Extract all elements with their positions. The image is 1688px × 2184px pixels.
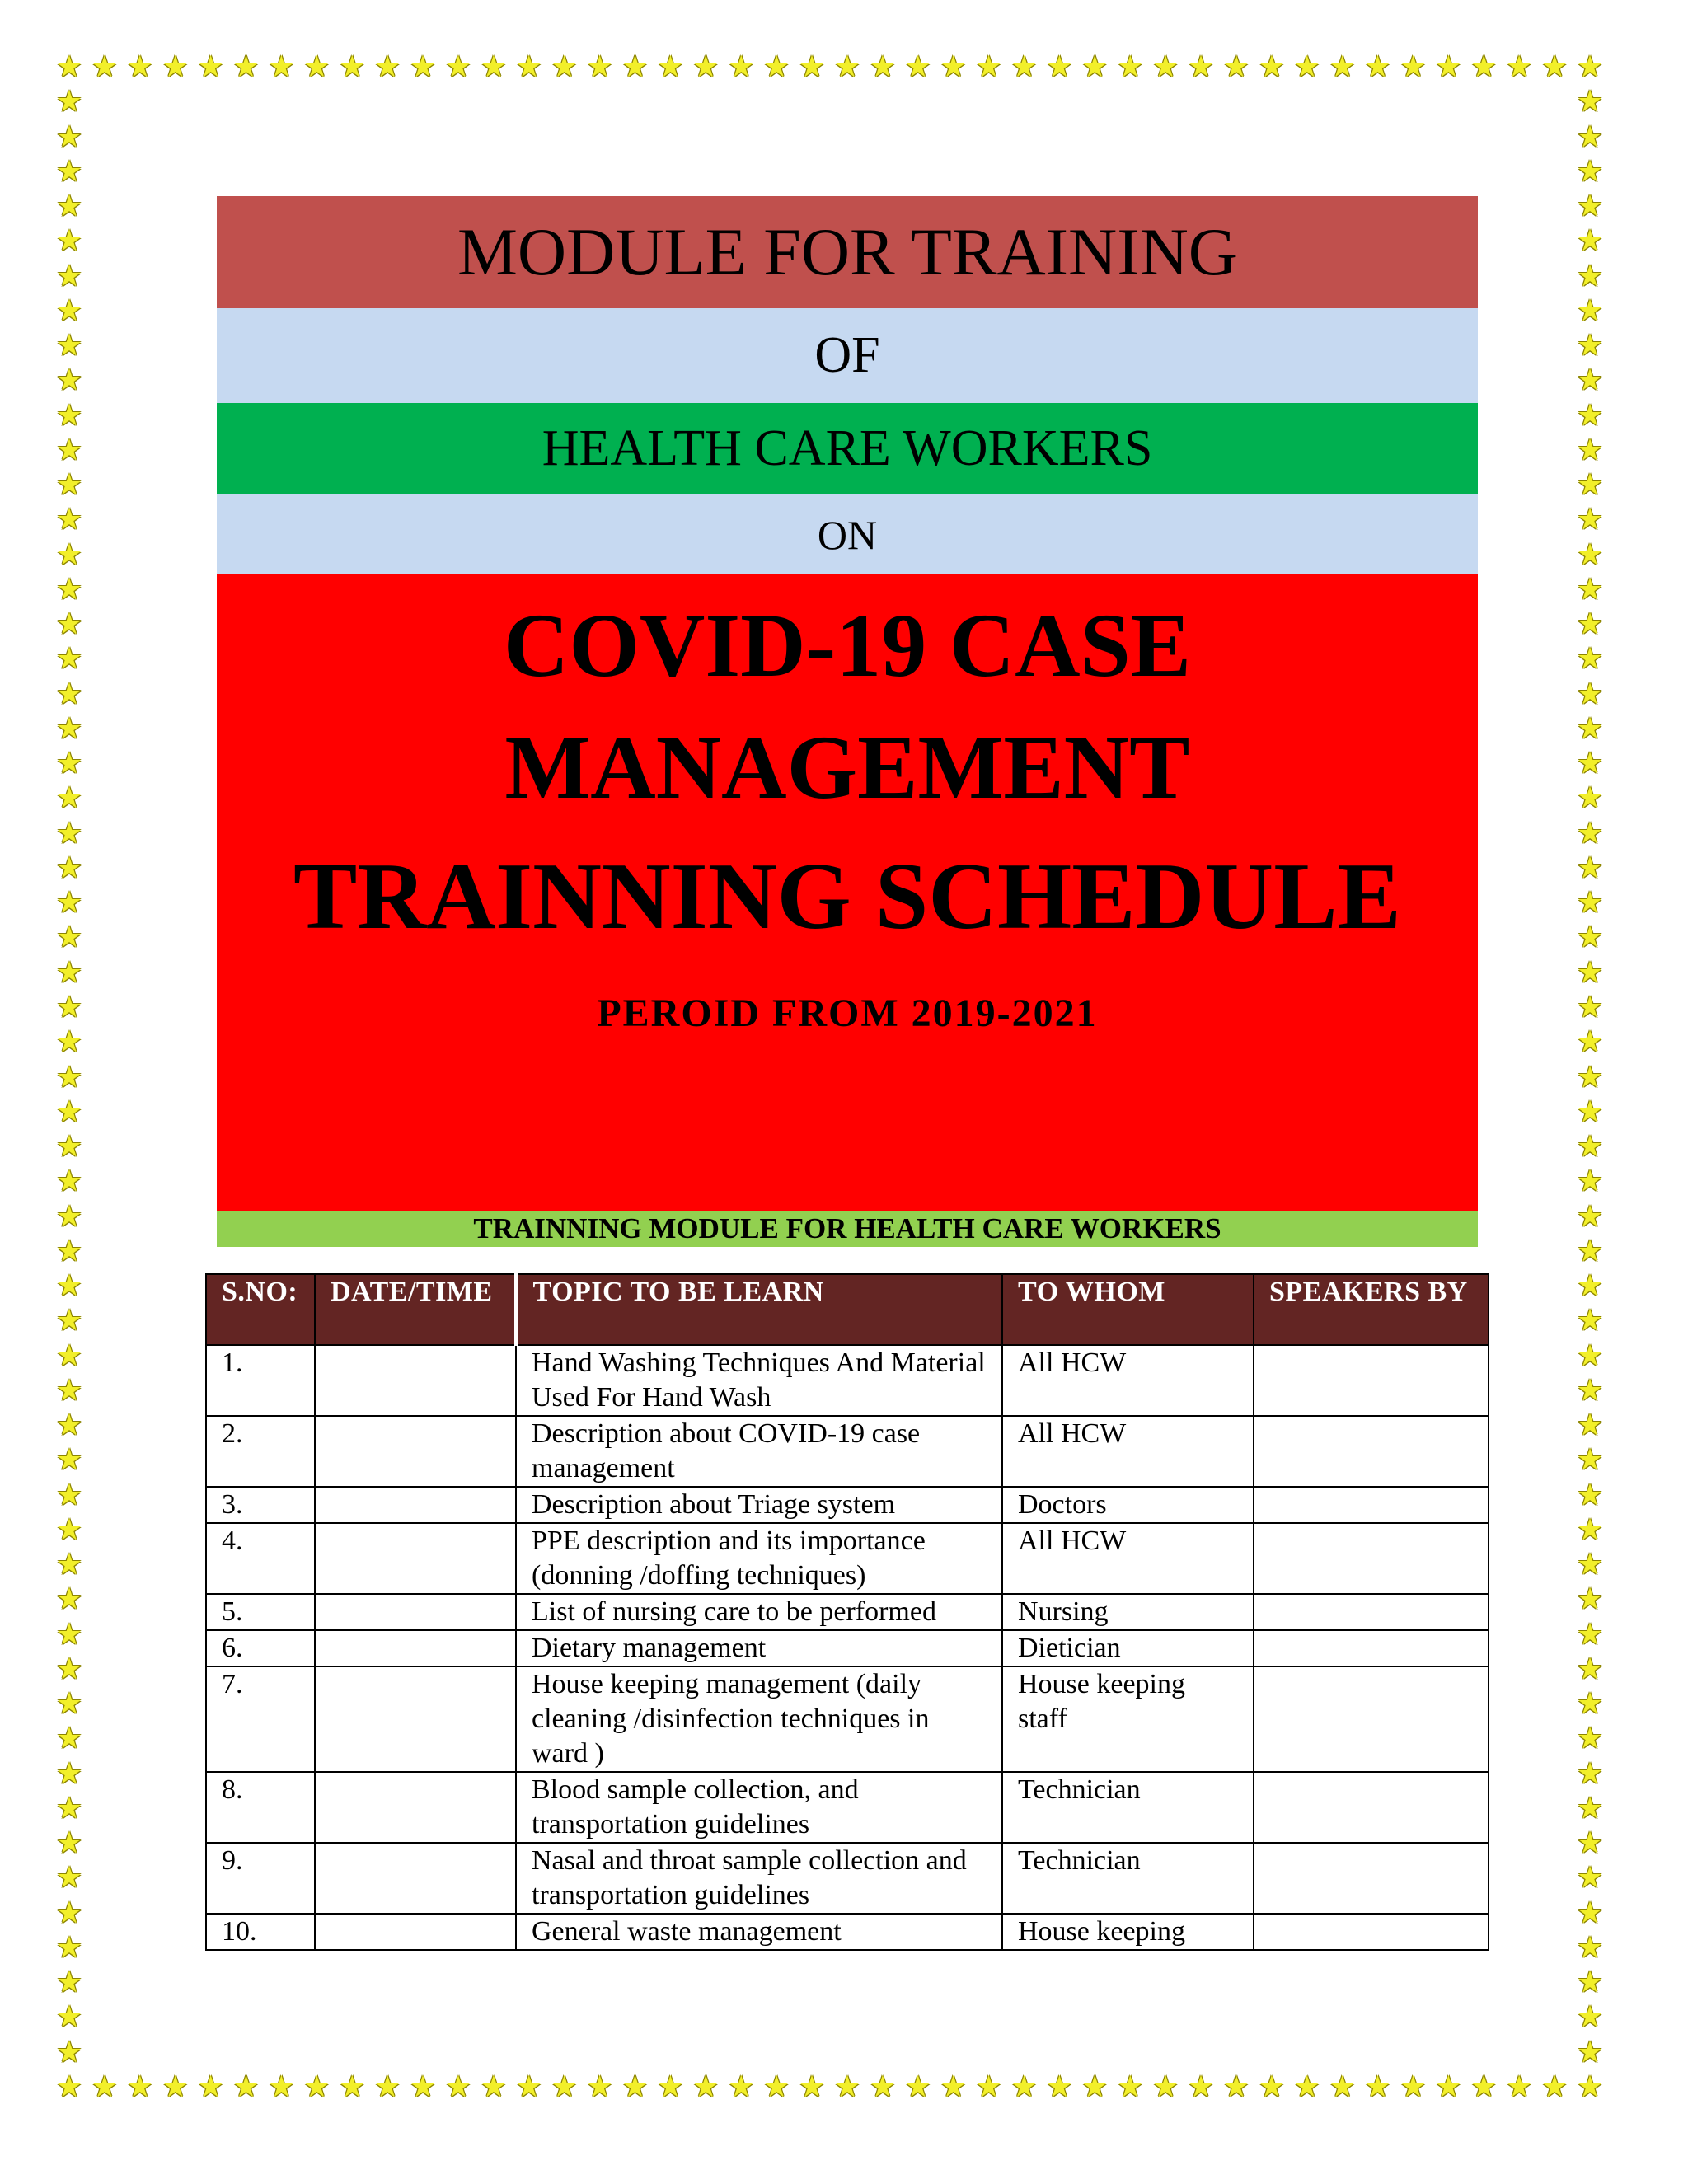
star-icon: ★: [55, 607, 83, 642]
star-icon: ★: [1576, 1791, 1604, 1825]
star-icon: ★: [621, 50, 649, 84]
star-icon: ★: [162, 50, 189, 84]
star-icon: ★: [55, 1373, 83, 1408]
star-icon: ★: [55, 85, 83, 120]
star-icon: ★: [1576, 677, 1604, 711]
star-icon: ★: [1081, 50, 1109, 84]
cell-topic: Nasal and throat sample collection and transportation guidelines: [516, 1843, 1002, 1914]
cell-to-whom: Technician: [1002, 1843, 1254, 1914]
star-icon: ★: [55, 329, 83, 363]
star-icon: ★: [1576, 50, 1604, 84]
star-icon: ★: [55, 1966, 83, 2000]
cell-speakers: [1254, 1630, 1489, 1666]
title-band-health-care-workers: [217, 403, 1478, 494]
title-line-of: OF: [814, 327, 880, 383]
star-icon: ★: [55, 537, 83, 572]
star-icon: ★: [409, 2070, 437, 2104]
star-icon: ★: [692, 50, 720, 84]
star-icon: ★: [551, 50, 578, 84]
star-icon: ★: [1576, 363, 1604, 398]
cell-sno: 5.: [206, 1594, 315, 1630]
star-icon: ★: [975, 2070, 1002, 2104]
table-row: [206, 1772, 1489, 1843]
star-icon: ★: [55, 50, 83, 84]
star-icon: ★: [55, 398, 83, 433]
star-icon: ★: [55, 224, 83, 259]
star-icon: ★: [1576, 1199, 1604, 1234]
table-row: [206, 1843, 1489, 1914]
star-icon: ★: [55, 1408, 83, 1443]
star-icon: ★: [55, 1617, 83, 1652]
cell-topic: Description about Triage system: [516, 1487, 1002, 1523]
table-header-row: [206, 1274, 1489, 1345]
header-topic: TOPIC TO BE LEARN: [516, 1274, 1002, 1345]
star-icon: ★: [55, 1512, 83, 1547]
star-icon: ★: [1576, 1548, 1604, 1582]
star-icon: ★: [1576, 1304, 1604, 1338]
title-line-on: ON: [817, 511, 878, 558]
star-icon: ★: [1293, 50, 1320, 84]
star-icon: ★: [1576, 1130, 1604, 1165]
star-icon: ★: [444, 50, 472, 84]
star-icon: ★: [1329, 50, 1356, 84]
header-sno: S.NO:: [206, 1274, 315, 1345]
cell-date-time: [315, 1772, 516, 1843]
cell-speakers: [1254, 1487, 1489, 1523]
star-icon: ★: [1576, 1373, 1604, 1408]
star-icon: ★: [1117, 2070, 1144, 2104]
star-icon: ★: [91, 2070, 119, 2104]
star-icon: ★: [1576, 1687, 1604, 1722]
star-icon: ★: [55, 1130, 83, 1165]
star-icon: ★: [409, 50, 437, 84]
star-icon: ★: [1576, 85, 1604, 120]
star-icon: ★: [55, 1443, 83, 1478]
star-icon: ★: [1258, 50, 1285, 84]
star-icon: ★: [55, 1165, 83, 1199]
star-icon: ★: [1576, 433, 1604, 467]
star-icon: ★: [1576, 1617, 1604, 1652]
star-icon: ★: [657, 50, 684, 84]
star-icon: ★: [303, 2070, 331, 2104]
star-icon: ★: [1329, 2070, 1356, 2104]
star-icon: ★: [55, 154, 83, 189]
star-icon: ★: [1576, 1060, 1604, 1094]
star-icon: ★: [1576, 1756, 1604, 1791]
star-icon: ★: [55, 1338, 83, 1373]
star-icon: ★: [55, 1826, 83, 1861]
star-icon: ★: [1258, 2070, 1285, 2104]
star-icon: ★: [55, 1094, 83, 1129]
table-row: [206, 1666, 1489, 1772]
star-icon: ★: [1046, 50, 1073, 84]
star-icon: ★: [55, 1304, 83, 1338]
star-icon: ★: [197, 50, 224, 84]
cell-topic: General waste management: [516, 1914, 1002, 1950]
star-icon: ★: [55, 921, 83, 955]
star-icon: ★: [728, 50, 755, 84]
title-line-health-care-workers: HEALTH CARE WORKERS: [542, 420, 1153, 476]
star-icon: ★: [1576, 398, 1604, 433]
star-icon: ★: [975, 50, 1002, 84]
star-icon: ★: [1576, 747, 1604, 781]
star-icon: ★: [55, 1060, 83, 1094]
cell-date-time: [315, 1416, 516, 1487]
star-icon: ★: [1576, 572, 1604, 607]
cell-speakers: [1254, 1594, 1489, 1630]
cell-to-whom: House keeping: [1002, 1914, 1254, 1950]
table-row: [206, 1416, 1489, 1487]
cell-topic: Description about COVID-19 case management: [516, 1416, 1002, 1487]
cell-to-whom: Nursing: [1002, 1594, 1254, 1630]
star-icon: ★: [515, 2070, 542, 2104]
cell-speakers: [1254, 1666, 1489, 1772]
star-icon: ★: [1576, 1512, 1604, 1547]
header-to-whom: TO WHOM: [1002, 1274, 1254, 1345]
main-title-line-2: MANAGEMENT: [504, 717, 1190, 818]
star-icon: ★: [55, 2070, 83, 2104]
training-schedule-table: [205, 1273, 1489, 1951]
star-icon: ★: [1117, 50, 1144, 84]
cell-to-whom: Dietician: [1002, 1630, 1254, 1666]
star-icon: ★: [55, 190, 83, 224]
star-icon: ★: [55, 433, 83, 467]
star-icon: ★: [1576, 1722, 1604, 1756]
cell-sno: 2.: [206, 1416, 315, 1487]
table-row: [206, 1523, 1489, 1594]
star-icon: ★: [1222, 50, 1250, 84]
star-icon: ★: [55, 503, 83, 537]
star-icon: ★: [55, 1756, 83, 1791]
star-icon: ★: [91, 50, 119, 84]
star-icon: ★: [232, 2070, 260, 2104]
star-icon: ★: [1364, 50, 1391, 84]
star-icon: ★: [1540, 2070, 1568, 2104]
cell-date-time: [315, 1630, 516, 1666]
cell-speakers: [1254, 1345, 1489, 1416]
cell-speakers: [1254, 1843, 1489, 1914]
star-icon: ★: [126, 2070, 153, 2104]
star-icon: ★: [55, 747, 83, 781]
star-icon: ★: [126, 50, 153, 84]
star-icon: ★: [55, 2035, 83, 2069]
star-icon: ★: [55, 1722, 83, 1756]
star-icon: ★: [197, 2070, 224, 2104]
star-icon: ★: [55, 886, 83, 921]
cell-date-time: [315, 1594, 516, 1630]
star-icon: ★: [1364, 2070, 1391, 2104]
star-icon: ★: [904, 50, 931, 84]
star-icon: ★: [515, 50, 542, 84]
star-icon: ★: [1576, 1826, 1604, 1861]
star-icon: ★: [1576, 1582, 1604, 1617]
star-icon: ★: [869, 2070, 896, 2104]
cell-sno: 3.: [206, 1487, 315, 1523]
star-icon: ★: [268, 2070, 295, 2104]
title-band-main: [217, 574, 1478, 1211]
star-icon: ★: [339, 50, 366, 84]
star-icon: ★: [55, 990, 83, 1024]
star-icon: ★: [1576, 537, 1604, 572]
star-icon: ★: [1576, 642, 1604, 677]
star-icon: ★: [55, 468, 83, 503]
star-icon: ★: [1576, 990, 1604, 1024]
star-icon: ★: [1576, 1338, 1604, 1373]
star-icon: ★: [1576, 1966, 1604, 2000]
star-icon: ★: [374, 50, 401, 84]
star-icon: ★: [1576, 468, 1604, 503]
star-icon: ★: [833, 2070, 861, 2104]
star-icon: ★: [1576, 1896, 1604, 1930]
star-icon: ★: [1576, 1861, 1604, 1896]
star-icon: ★: [55, 1930, 83, 1965]
star-icon: ★: [480, 2070, 508, 2104]
star-icon: ★: [798, 2070, 826, 2104]
star-icon: ★: [1576, 1234, 1604, 1268]
star-icon: ★: [55, 1234, 83, 1268]
cell-speakers: [1254, 1914, 1489, 1950]
star-icon: ★: [1293, 2070, 1320, 2104]
star-icon: ★: [1576, 259, 1604, 293]
table-row: [206, 1594, 1489, 1630]
star-icon: ★: [55, 1652, 83, 1686]
cell-speakers: [1254, 1416, 1489, 1487]
cell-topic: Hand Washing Techniques And Material Used For Hand Wash: [516, 1345, 1002, 1416]
star-icon: ★: [1576, 503, 1604, 537]
star-icon: ★: [55, 120, 83, 154]
star-icon: ★: [1151, 50, 1179, 84]
star-icon: ★: [1576, 1443, 1604, 1478]
star-icon: ★: [1576, 2035, 1604, 2069]
star-icon: ★: [55, 2000, 83, 2035]
star-icon: ★: [1576, 293, 1604, 328]
star-icon: ★: [1010, 2070, 1038, 2104]
title-band-on: [217, 494, 1478, 574]
star-icon: ★: [1187, 50, 1215, 84]
star-icon: ★: [55, 259, 83, 293]
star-icon: ★: [1435, 50, 1462, 84]
star-icon: ★: [1576, 816, 1604, 851]
star-icon: ★: [1576, 1408, 1604, 1443]
star-icon: ★: [762, 50, 790, 84]
star-icon: ★: [1470, 2070, 1498, 2104]
cell-sno: 6.: [206, 1630, 315, 1666]
cell-topic: Dietary management: [516, 1630, 1002, 1666]
star-icon: ★: [339, 2070, 366, 2104]
star-icon: ★: [480, 50, 508, 84]
cell-date-time: [315, 1914, 516, 1950]
star-icon: ★: [1576, 2000, 1604, 2035]
star-icon: ★: [1576, 1165, 1604, 1199]
star-icon: ★: [1576, 120, 1604, 154]
star-icon: ★: [1576, 851, 1604, 885]
cell-to-whom: Technician: [1002, 1772, 1254, 1843]
star-icon: ★: [1576, 607, 1604, 642]
table-row: [206, 1487, 1489, 1523]
star-icon: ★: [232, 50, 260, 84]
cell-date-time: [315, 1487, 516, 1523]
star-icon: ★: [55, 781, 83, 816]
header-speakers: SPEAKERS BY: [1254, 1274, 1489, 1345]
cell-topic: PPE description and its importance (donning /doffing techniques): [516, 1523, 1002, 1594]
star-icon: ★: [904, 2070, 931, 2104]
star-icon: ★: [444, 2070, 472, 2104]
cell-sno: 8.: [206, 1772, 315, 1843]
star-icon: ★: [1576, 329, 1604, 363]
star-icon: ★: [55, 572, 83, 607]
cell-to-whom: House keeping staff: [1002, 1666, 1254, 1772]
star-icon: ★: [762, 2070, 790, 2104]
star-icon: ★: [55, 816, 83, 851]
star-icon: ★: [268, 50, 295, 84]
star-icon: ★: [1576, 711, 1604, 746]
star-icon: ★: [833, 50, 861, 84]
star-icon: ★: [586, 50, 613, 84]
title-line-module: MODULE FOR TRAINING: [457, 214, 1238, 289]
cell-topic: House keeping management (daily cleaning /disinfection techniques in ward ): [516, 1666, 1002, 1772]
header-date-time: DATE/TIME: [315, 1274, 516, 1345]
schedule-title: TRAINNING SCHEDULE: [293, 844, 1401, 949]
star-icon: ★: [55, 711, 83, 746]
star-icon: ★: [728, 2070, 755, 2104]
star-icon: ★: [621, 2070, 649, 2104]
cell-topic: Blood sample collection, and transportation guidelines: [516, 1772, 1002, 1843]
star-icon: ★: [55, 1199, 83, 1234]
star-icon: ★: [1540, 50, 1568, 84]
star-icon: ★: [1576, 190, 1604, 224]
star-icon: ★: [1435, 2070, 1462, 2104]
module-band: [217, 1211, 1478, 1247]
cell-topic: List of nursing care to be performed: [516, 1594, 1002, 1630]
cell-sno: 4.: [206, 1523, 315, 1594]
cell-to-whom: All HCW: [1002, 1345, 1254, 1416]
cell-date-time: [315, 1666, 516, 1772]
star-icon: ★: [1576, 1478, 1604, 1512]
star-icon: ★: [374, 2070, 401, 2104]
cell-date-time: [315, 1345, 516, 1416]
table-row: [206, 1630, 1489, 1666]
main-title-line-1: COVID-19 CASE: [503, 595, 1192, 696]
star-icon: ★: [1576, 955, 1604, 990]
star-icon: ★: [1506, 2070, 1533, 2104]
star-icon: ★: [551, 2070, 578, 2104]
star-icon: ★: [1576, 1025, 1604, 1060]
cell-sno: 10.: [206, 1914, 315, 1950]
star-icon: ★: [303, 50, 331, 84]
title-band-of: [217, 308, 1478, 403]
star-icon: ★: [1470, 50, 1498, 84]
star-icon: ★: [1046, 2070, 1073, 2104]
cell-speakers: [1254, 1772, 1489, 1843]
star-icon: ★: [940, 2070, 967, 2104]
star-icon: ★: [55, 363, 83, 398]
star-icon: ★: [55, 1687, 83, 1722]
star-icon: ★: [55, 1478, 83, 1512]
star-icon: ★: [55, 1896, 83, 1930]
star-icon: ★: [55, 642, 83, 677]
cell-to-whom: All HCW: [1002, 1416, 1254, 1487]
star-icon: ★: [1576, 921, 1604, 955]
star-icon: ★: [940, 50, 967, 84]
star-icon: ★: [1576, 154, 1604, 189]
star-icon: ★: [798, 50, 826, 84]
star-icon: ★: [1400, 2070, 1427, 2104]
star-icon: ★: [1576, 886, 1604, 921]
star-icon: ★: [55, 1861, 83, 1896]
cell-to-whom: All HCW: [1002, 1523, 1254, 1594]
star-icon: ★: [162, 2070, 189, 2104]
star-icon: ★: [1576, 1652, 1604, 1686]
star-icon: ★: [1222, 2070, 1250, 2104]
star-icon: ★: [55, 293, 83, 328]
cell-sno: 1.: [206, 1345, 315, 1416]
star-icon: ★: [1010, 50, 1038, 84]
star-icon: ★: [55, 851, 83, 885]
star-icon: ★: [869, 50, 896, 84]
period-text: PEROID FROM 2019-2021: [597, 991, 1098, 1035]
star-icon: ★: [692, 2070, 720, 2104]
star-icon: ★: [55, 1791, 83, 1825]
cell-speakers: [1254, 1523, 1489, 1594]
star-icon: ★: [586, 2070, 613, 2104]
star-icon: ★: [1151, 2070, 1179, 2104]
table-row: [206, 1345, 1489, 1416]
star-icon: ★: [1506, 50, 1533, 84]
star-icon: ★: [55, 1025, 83, 1060]
star-icon: ★: [1576, 1094, 1604, 1129]
star-icon: ★: [1187, 2070, 1215, 2104]
cell-to-whom: Doctors: [1002, 1487, 1254, 1523]
star-icon: ★: [55, 1582, 83, 1617]
cell-sno: 7.: [206, 1666, 315, 1772]
star-icon: ★: [1576, 1269, 1604, 1304]
table-row: [206, 1914, 1489, 1950]
star-icon: ★: [1576, 224, 1604, 259]
star-icon: ★: [55, 677, 83, 711]
star-icon: ★: [55, 955, 83, 990]
star-icon: ★: [657, 2070, 684, 2104]
star-icon: ★: [1576, 781, 1604, 816]
module-band-text: TRAINNING MODULE FOR HEALTH CARE WORKERS: [473, 1212, 1221, 1244]
star-icon: ★: [1576, 2070, 1604, 2104]
cell-date-time: [315, 1843, 516, 1914]
main-title: [217, 584, 1478, 828]
star-icon: ★: [55, 1269, 83, 1304]
star-icon: ★: [1081, 2070, 1109, 2104]
cell-date-time: [315, 1523, 516, 1594]
cell-sno: 9.: [206, 1843, 315, 1914]
star-icon: ★: [1576, 1930, 1604, 1965]
star-icon: ★: [1400, 50, 1427, 84]
star-icon: ★: [55, 1548, 83, 1582]
title-band-module: [217, 196, 1478, 308]
